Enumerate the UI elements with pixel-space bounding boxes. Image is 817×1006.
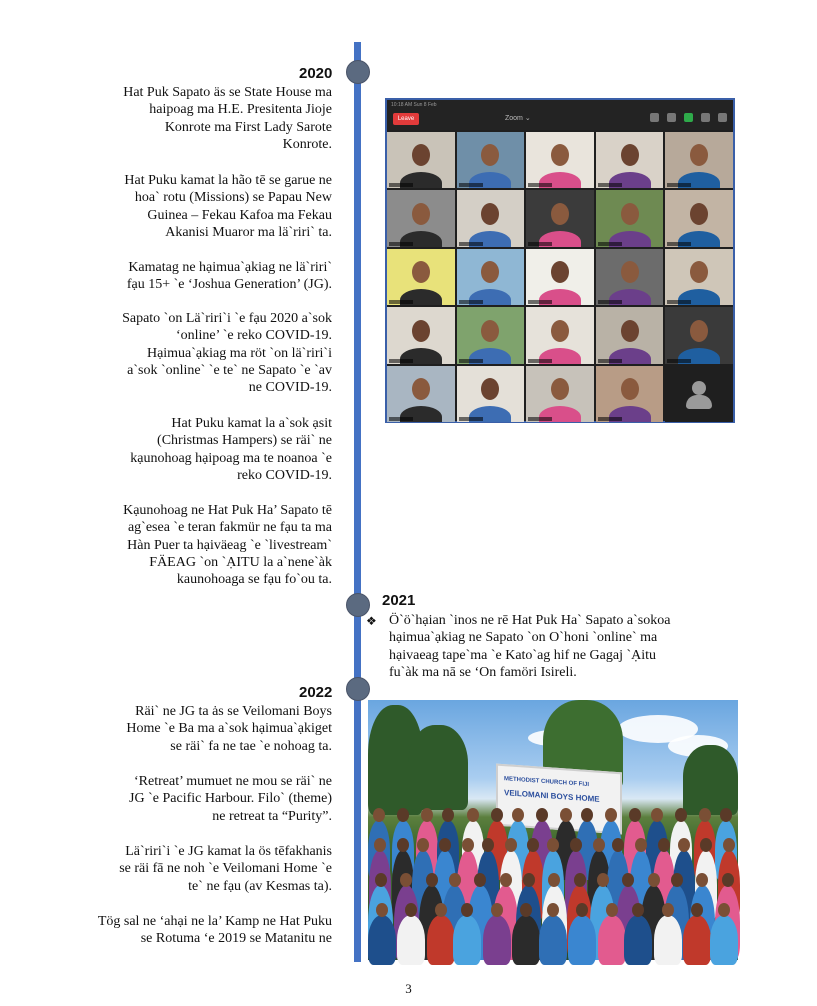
- participant-name-tag: [459, 183, 483, 187]
- participant-name-tag: [598, 417, 622, 421]
- participant-face: [621, 203, 639, 225]
- participant-name-tag: [389, 359, 413, 363]
- participant-face: [481, 378, 499, 400]
- participant-face: [621, 320, 639, 342]
- participant-name-tag: [389, 300, 413, 304]
- crowd-person-head: [435, 903, 447, 917]
- participant-face: [690, 203, 708, 225]
- crowd-person-head: [606, 903, 618, 917]
- participant-tile: [665, 366, 733, 422]
- participant-name-tag: [459, 242, 483, 246]
- participant-tile: [387, 366, 455, 422]
- group-photo-veilomani: [368, 700, 738, 960]
- tree-shape: [408, 725, 468, 810]
- crowd-person-head: [442, 808, 454, 822]
- participant-face: [481, 320, 499, 342]
- participant-tile: [665, 249, 733, 305]
- participant-name-tag: [528, 417, 552, 421]
- participant-name-tag: [389, 242, 413, 246]
- participant-name-tag: [528, 359, 552, 363]
- crowd-person-head: [523, 873, 535, 887]
- year-heading-2021: 2021: [382, 592, 416, 609]
- zoom-leave-button: Leave: [393, 113, 419, 125]
- zoom-app-label: Zoom ⌄: [505, 115, 531, 122]
- participant-tile: [665, 307, 733, 363]
- crowd-person-head: [699, 808, 711, 822]
- crowd-person-head: [421, 808, 433, 822]
- participant-face: [412, 203, 430, 225]
- participant-tile: [526, 249, 594, 305]
- participant-tile: [387, 132, 455, 188]
- crowd-person-head: [482, 838, 494, 852]
- page-number: 3: [405, 981, 412, 996]
- crowd-person-head: [593, 838, 605, 852]
- crowd-person-head: [491, 903, 503, 917]
- crowd-person-head: [426, 873, 438, 887]
- participant-tile: [526, 307, 594, 363]
- crowd-person: [598, 915, 626, 965]
- participant-face: [621, 378, 639, 400]
- share-icon: [684, 113, 693, 122]
- participant-tile: [526, 190, 594, 246]
- paragraph-2022-christmas-gifts: Lä`riri`i `e JG kamat la ös tēfakhanis se räi fā ne noh `e Veilomani Home `e te` ne fạu (av Kesmas ta).: [119, 844, 332, 894]
- participant-name-tag: [598, 242, 622, 246]
- paragraph-2022-veilomani-visit: Räi` ne JG ta ȧs se Veilomani Boys Home `e Ba ma a`sok hạimua`ạkiget se räi` fa ne tae `e nohoag ta.: [126, 704, 332, 754]
- participant-name-tag: [598, 183, 622, 187]
- participant-name-tag: [528, 183, 552, 187]
- participant-face: [481, 203, 499, 225]
- crowd-person-head: [629, 808, 641, 822]
- crowd-person-head: [651, 808, 663, 822]
- participant-tile: [387, 249, 455, 305]
- crowd-person-head: [397, 808, 409, 822]
- crowd-person-head: [547, 903, 559, 917]
- crowd-person-head: [397, 838, 409, 852]
- zoom-participant-grid: [387, 132, 733, 422]
- participant-face: [621, 261, 639, 283]
- more-icon: [718, 113, 727, 122]
- timeline-dot-2022: [346, 677, 370, 701]
- participant-face: [551, 203, 569, 225]
- paragraph-2020-online: Sapato `on Lä`riri`i `e fạu 2020 a`sok ‘online’ `e reko COVID-19. Hạimua`ạkiag ma röt `on lä`riri`i a`sok `online` `e te` ne Sapato `e `av ne COVID-19.: [122, 311, 332, 396]
- crowd-person-head: [512, 808, 524, 822]
- mute-icon: [650, 113, 659, 122]
- crowd-person-head: [722, 873, 734, 887]
- timeline-dot-2020: [346, 60, 370, 84]
- participant-name-tag: [528, 242, 552, 246]
- crowd-person: [568, 915, 596, 965]
- paragraph-2022-retreat: ‘Retreat’ mumuet ne mou se räi` ne JG `e Pacific Harbour. Filo` (theme) ne retreat ta “Purity”.: [129, 774, 332, 824]
- crowd-person: [397, 915, 425, 965]
- paragraph-2020-joshua-generation: Kamatag ne hạimua`ạkiag ne lä`riri` fạu 15+ `e ‘Joshua Generation’ (JG).: [126, 260, 332, 293]
- crowd-person-head: [376, 903, 388, 917]
- crowd-person-head: [612, 838, 624, 852]
- crowd-person-head: [678, 838, 690, 852]
- participant-name-tag: [598, 359, 622, 363]
- zoom-meeting-photo: [385, 98, 735, 423]
- participants-icon: [701, 113, 710, 122]
- crowd-person-head: [467, 808, 479, 822]
- participant-face: [551, 378, 569, 400]
- participant-face: [551, 144, 569, 166]
- participant-face: [412, 144, 430, 166]
- crowd-person: [654, 915, 682, 965]
- participant-tile: [596, 366, 664, 422]
- participant-tile: [457, 307, 525, 363]
- video-icon: [667, 113, 676, 122]
- participant-tile: [596, 132, 664, 188]
- participant-name-tag: [667, 183, 691, 187]
- participant-name-tag: [667, 242, 691, 246]
- paragraph-2021-online-sabbath: Ö`ö`hạian `inos ne rē Hat Puk Ha` Sapato a`sokoa hạimua`ạkiag ne Sapato `on O`honi `online` ma hạivaeag tape`ma `e Kato`ag hif ne Gagaj `Ạitu fu`àk ma nā se ‘On famöri Isireli.: [389, 613, 671, 680]
- crowd-person-head: [581, 808, 593, 822]
- timeline-line: [354, 42, 361, 962]
- crowd-person-head: [720, 808, 732, 822]
- year-heading-2022: 2022: [299, 684, 333, 701]
- participant-name-tag: [389, 183, 413, 187]
- participant-name-tag: [667, 359, 691, 363]
- participant-tile: [457, 249, 525, 305]
- zoom-status-text: 10:18 AM Sun 8 Feb: [391, 102, 437, 108]
- crowd-person-head: [605, 808, 617, 822]
- participant-face: [412, 320, 430, 342]
- zoom-toolbar: [387, 100, 733, 130]
- participant-tile: [387, 307, 455, 363]
- participant-face: [621, 144, 639, 166]
- participant-tile: [387, 190, 455, 246]
- crowd-person-head: [658, 838, 670, 852]
- paragraph-2020-christmas-hampers: Hat Puku kamat la a`sok ạsit (Christmas Hampers) se räi` ne kạunohoag hạipoag ma te noanoa `e reko COVID-19.: [130, 416, 332, 483]
- participant-tile: [596, 249, 664, 305]
- crowd-person: [368, 915, 396, 965]
- sign-line-church: METHODIST CHURCH OF FIJI: [504, 776, 589, 789]
- participant-tile: [526, 366, 594, 422]
- crowd-person-head: [560, 808, 572, 822]
- crowd-person-head: [373, 808, 385, 822]
- paragraph-2020-livestream: Kạunohoag ne Hat Puk Ha’ Sapato tē ag`esea `e teran fakmür ne fạu ta ma Hàn Puer ta hạiväeag `e `livestream` FÄEAG `on `ẠITU la a`nene`àk kaunohoaga se fạu fo`ou ta.: [123, 503, 332, 588]
- crowd-person: [483, 915, 511, 965]
- participant-tile: [457, 190, 525, 246]
- participant-face: [412, 261, 430, 283]
- crowd-person: [710, 915, 738, 965]
- crowd-person-head: [662, 903, 674, 917]
- crowd-person-head: [570, 838, 582, 852]
- participant-name-tag: [389, 417, 413, 421]
- participant-name-tag: [459, 300, 483, 304]
- participant-face: [690, 144, 708, 166]
- participant-face: [690, 320, 708, 342]
- crowd-person: [512, 915, 540, 965]
- sign-line-home: VEILOMANI BOYS HOME: [504, 788, 600, 804]
- crowd-person: [683, 915, 711, 965]
- group-crowd: [368, 800, 738, 960]
- crowd-person: [453, 915, 481, 965]
- crowd-person-head: [462, 838, 474, 852]
- participant-face: [551, 320, 569, 342]
- participant-face: [412, 378, 430, 400]
- participant-tile: [526, 132, 594, 188]
- crowd-person-head: [374, 838, 386, 852]
- crowd-person-head: [648, 873, 660, 887]
- participant-name-tag: [459, 359, 483, 363]
- crowd-person-head: [671, 873, 683, 887]
- participant-tile: [596, 307, 664, 363]
- crowd-person: [427, 915, 455, 965]
- crowd-person-head: [449, 873, 461, 887]
- zoom-tool-icons: [650, 113, 727, 122]
- crowd-person-head: [375, 873, 387, 887]
- paragraph-2022-camp: Tög sal ne ‘ahại ne la’ Kamp ne Hat Puku se Rotuma ‘e 2019 se Matanitu ne: [97, 914, 332, 947]
- crowd-person-head: [417, 838, 429, 852]
- crowd-person-head: [675, 808, 687, 822]
- crowd-person-head: [505, 838, 517, 852]
- participant-face: [481, 144, 499, 166]
- participant-face: [481, 261, 499, 283]
- participant-tile: [596, 190, 664, 246]
- crowd-person-head: [491, 808, 503, 822]
- crowd-person-head: [536, 808, 548, 822]
- participant-name-tag: [598, 300, 622, 304]
- participant-name-tag: [667, 300, 691, 304]
- crowd-person-head: [691, 903, 703, 917]
- crowd-person-head: [718, 903, 730, 917]
- participant-name-tag: [459, 417, 483, 421]
- crowd-person-head: [574, 873, 586, 887]
- participant-face: [551, 261, 569, 283]
- participant-tile: [665, 190, 733, 246]
- crowd-person-head: [597, 873, 609, 887]
- participant-tile: [457, 366, 525, 422]
- paragraph-2020-state-house: Hat Puk Sapato äs se State House ma haipoag ma H.E. Presitenta Jioje Konrote ma First Lady Sarote Konrote.: [123, 85, 332, 152]
- participant-face: [690, 261, 708, 283]
- crowd-person: [539, 915, 567, 965]
- crowd-person: [624, 915, 652, 965]
- diamond-bullet-icon: ❖: [366, 614, 377, 628]
- avatar-placeholder-icon: [692, 381, 706, 395]
- avatar-placeholder-body: [686, 395, 712, 409]
- paragraph-2020-missions: Hat Puku kamat la hão tē se garue ne hoa` rotu (Missions) se Papau New Guinea – Fekau Kafoa ma Fekau Akanisi Muaror ma lä`riri` ta.: [124, 173, 332, 240]
- participant-tile: [457, 132, 525, 188]
- participant-name-tag: [528, 300, 552, 304]
- year-heading-2020: 2020: [299, 65, 333, 82]
- participant-tile: [665, 132, 733, 188]
- crowd-person-head: [500, 873, 512, 887]
